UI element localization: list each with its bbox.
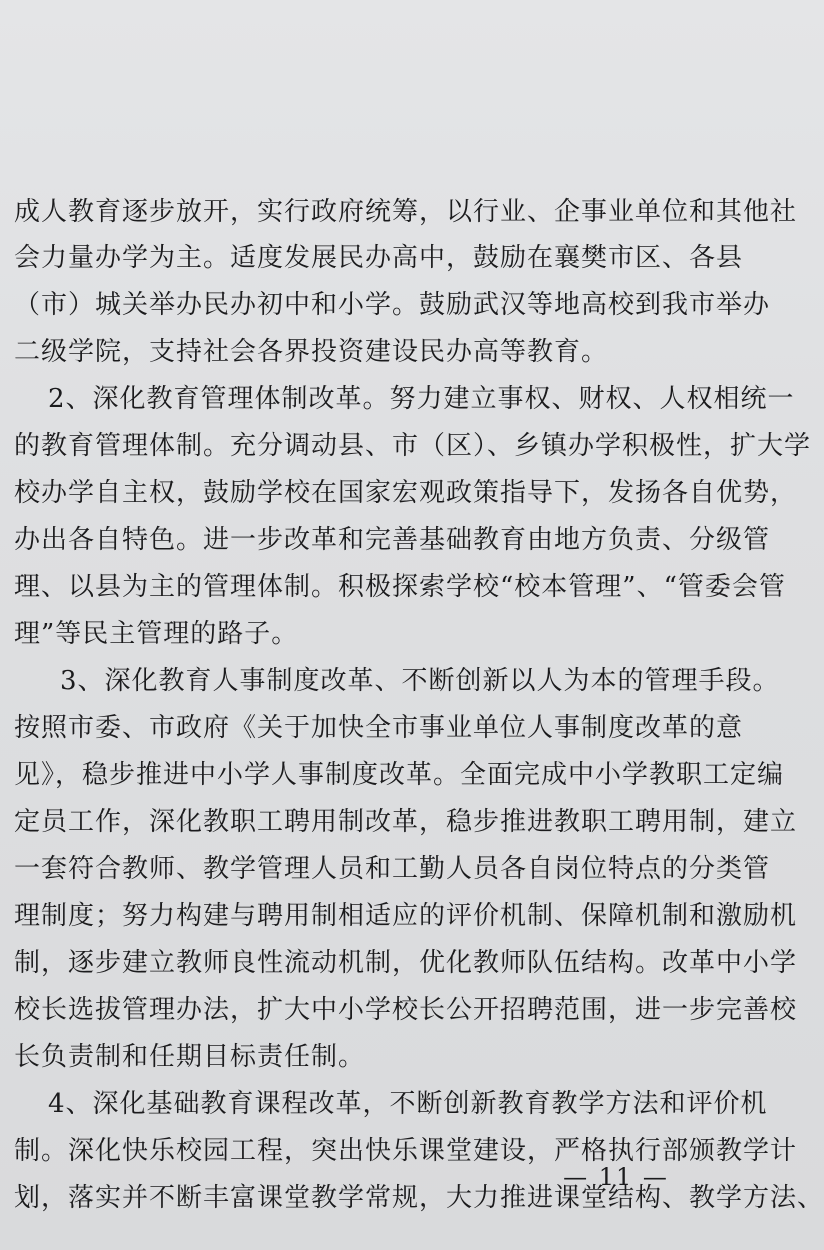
text-line: 校办学自主权，鼓励学校在国家宏观政策指导下，发扬各自优势， [14, 478, 798, 508]
text-line: 定员工作，深化教职工聘用制改革，稳步推进教职工聘用制，建立 [14, 807, 798, 837]
text-line: 制。深化快乐校园工程，突出快乐课堂建设，严格执行部颁教学计 [14, 1136, 798, 1166]
text-line: 理、以县为主的管理体制。积极探索学校“校本管理”、“管委会管 [14, 572, 786, 602]
text-line: 长负责制和任期目标责任制。 [14, 1042, 366, 1072]
paragraph-2-first-line: 2、深化教育管理体制改革。努力建立事权、财权、人权相统一 [48, 384, 795, 414]
text-line: 二级学院，支持社会各界投资建设民办高等教育。 [14, 337, 609, 367]
text-line: 理”等民主管理的路子。 [14, 619, 299, 649]
text-line: （市）城关举办民办初中和小学。鼓励武汉等地高校到我市举办 [14, 290, 771, 320]
text-line: 会力量办学为主。适度发展民办高中，鼓励在襄樊市区、各县 [14, 243, 744, 273]
page-number: — 11 — [563, 1163, 669, 1191]
text-line: 的教育管理体制。充分调动县、市（区）、乡镇办学积极性，扩大学 [14, 431, 812, 461]
text-line: 制，逐步建立教师良性流动机制，优化教师队伍结构。改革中小学 [14, 948, 798, 978]
text-line: 校长选拔管理办法，扩大中小学校长公开招聘范围，进一步完善校 [14, 995, 798, 1025]
text-line: 一套符合教师、教学管理人员和工勤人员各自岗位特点的分类管 [14, 854, 771, 884]
text-line: 理制度；努力构建与聘用制相适应的评价机制、保障机制和激励机 [14, 901, 798, 931]
text-line: 按照市委、市政府《关于加快全市事业单位人事制度改革的意 [14, 713, 744, 743]
text-line: 办出各自特色。进一步改革和完善基础教育由地方负责、分级管 [14, 525, 771, 555]
text-line: 划，落实并不断丰富课堂教学常规，大力推进课堂结构、教学方法、 [14, 1183, 824, 1213]
paragraph-4-first-line: 4、深化基础教育课程改革，不断创新教育教学方法和评价机 [48, 1089, 768, 1119]
paragraph-3-first-line: 3、深化教育人事制度改革、不断创新以人为本的管理手段。 [60, 666, 780, 696]
text-line: 见》，稳步推进中小学人事制度改革。全面完成中小学教职工定编 [14, 760, 785, 790]
text-line: 成人教育逐步放开，实行政府统筹，以行业、企事业单位和其他社 [14, 197, 798, 227]
